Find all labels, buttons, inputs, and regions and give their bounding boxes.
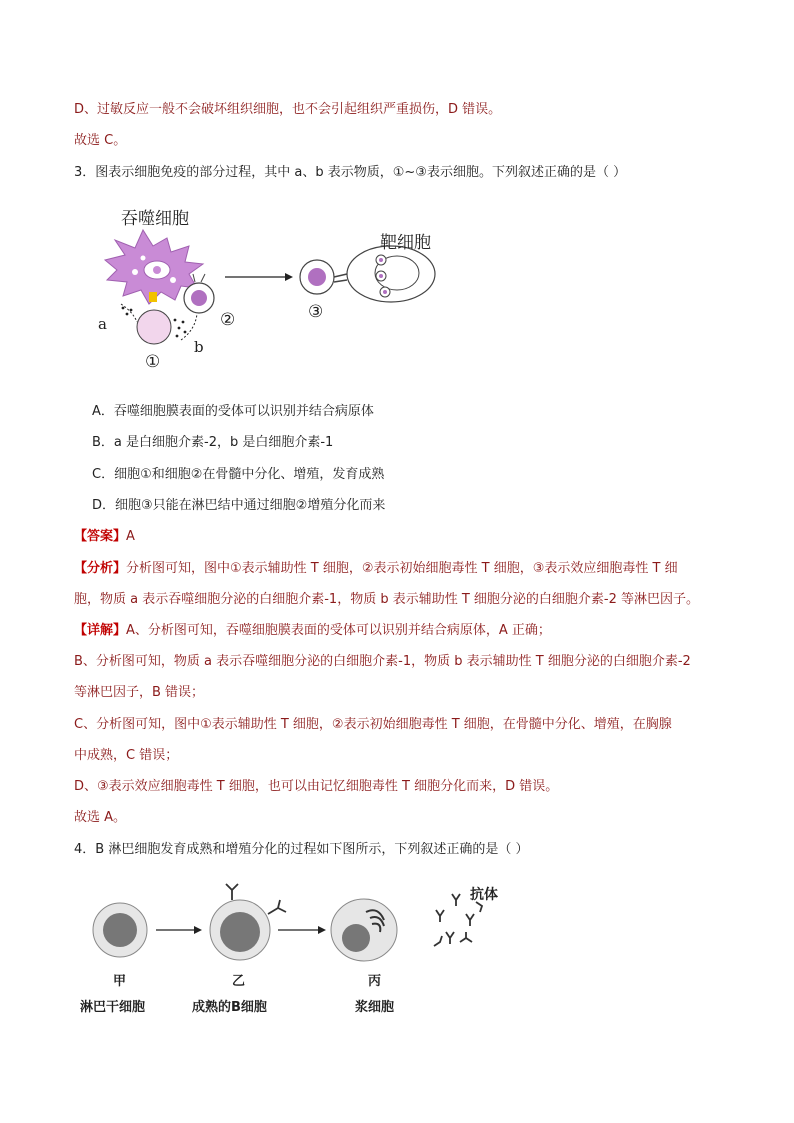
- conclusion-line: 故选 A。: [74, 810, 127, 825]
- answer-tag: 【答案】: [74, 529, 127, 544]
- question-3-stem: 3．图表示细胞免疫的部分过程，其中 a、b 表示物质，①~③表示细胞。下列叙述正确的是（ ）: [74, 165, 627, 180]
- cell-a-mark: 甲: [113, 974, 127, 989]
- detail-line-1: [74, 622, 551, 640]
- cell-c-mark: 丙: [368, 974, 382, 989]
- cell-1-label: ①: [145, 352, 161, 372]
- option-b: B．a 是白细胞介素-2，b 是白细胞介素-1: [92, 435, 334, 450]
- cell-3-label: ③: [308, 302, 324, 322]
- cell-a-name: 淋巴干细胞: [80, 1000, 146, 1015]
- text-line: 故选 C。: [74, 133, 127, 148]
- detail-line-2: B、分析图可知，物质 a 表示吞噬细胞分泌的白细胞介素-1，物质 b 表示辅助性 T 细胞分泌的白细胞介素-2: [74, 654, 691, 669]
- b-cell-figure: [80, 870, 520, 980]
- cell-b-name: 成熟的B细胞: [192, 1000, 267, 1015]
- detail-line-5: 中成熟，C 错误；: [74, 748, 179, 763]
- analysis-line-2: 胞，物质 a 表示吞噬细胞分泌的白细胞介素-1，物质 b 表示辅助性 T 细胞分泌的白细胞介素-2 等淋巴因子。: [74, 592, 700, 607]
- cell-b-mark: 乙: [232, 974, 246, 989]
- analysis-tag: 【分析】: [74, 561, 127, 576]
- answer-value: A: [126, 529, 135, 544]
- detail-line-6: D、③表示效应细胞毒性 T 细胞，也可以由记忆细胞毒性 T 细胞分化而来，D 错误。: [74, 779, 559, 794]
- option-a: A．吞噬细胞膜表面的受体可以识别并结合病原体: [92, 404, 374, 419]
- option-c: C．细胞①和细胞②在骨髓中分化、增殖，发育成熟: [92, 467, 385, 482]
- analysis-text: 分析图可知，图中①表示辅助性 T 细胞，②表示初始细胞毒性 T 细胞，③表示效应细胞毒性 T 细: [126, 561, 678, 576]
- detail-line-4: C、分析图可知，图中①表示辅助性 T 细胞，②表示初始细胞毒性 T 细胞，在骨髓中分化、增殖，在胸腺: [74, 717, 672, 732]
- text-line: D、过敏反应一般不会破坏组织细胞，也不会引起组织严重损伤，D 错误。: [74, 102, 502, 117]
- question-4-stem: 4．B 淋巴细胞发育成熟和增殖分化的过程如下图所示，下列叙述正确的是（ ）: [74, 842, 529, 857]
- option-d: D．细胞③只能在淋巴结中通过细胞②增殖分化而来: [92, 498, 386, 513]
- cell-c-name: 浆细胞: [355, 1000, 395, 1015]
- antibody-label: 抗体: [470, 887, 498, 903]
- detail-tag: 【详解】: [74, 623, 127, 638]
- substance-b-label: b: [194, 338, 204, 356]
- target-cell-label: 靶细胞: [380, 233, 431, 253]
- detail-line-3: 等淋巴因子，B 错误；: [74, 685, 205, 700]
- phagocyte-label: 吞噬细胞: [121, 209, 189, 229]
- analysis-line-1: [74, 560, 678, 578]
- cell-2-label: ②: [220, 310, 236, 330]
- substance-a-label: a: [98, 315, 107, 333]
- answer-line: [74, 528, 135, 546]
- cell-1: [137, 310, 171, 344]
- detail-text: A、分析图可知，吞噬细胞膜表面的受体可以识别并结合病原体，A 正确；: [126, 623, 551, 638]
